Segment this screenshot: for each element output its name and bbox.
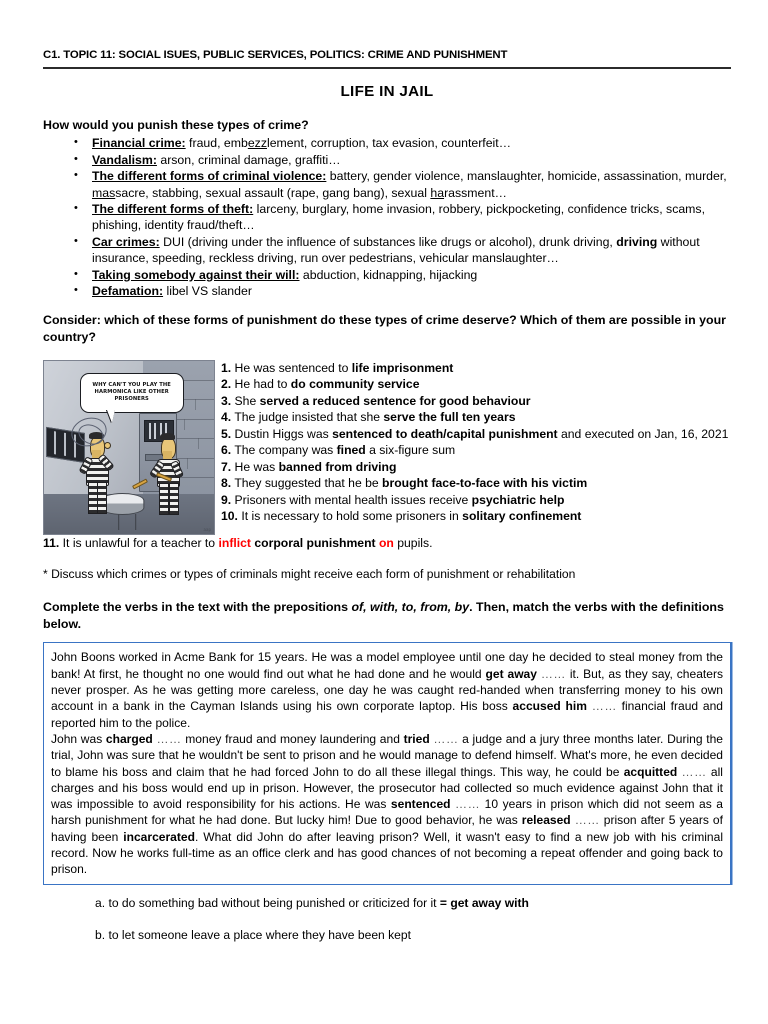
list-item [221, 442, 731, 459]
list-item [221, 508, 731, 525]
cartoon-signature: aap [203, 526, 211, 532]
list-item [43, 283, 731, 299]
crime-category: Car crimes: [92, 234, 160, 249]
verb-incarcerated: incarcerated [123, 829, 195, 844]
bullet-glyph: • [74, 267, 78, 280]
spellcheck-underline-2: ha [430, 185, 445, 200]
spellcheck-underline: mas [92, 185, 116, 200]
story-text: John Boons worked in Acme Bank for 15 years. He was a model employee until one day he decided to steal money from the bank! At first, he thought no one would find out what he had done and he would [51, 650, 723, 681]
item-text: He was [231, 459, 279, 474]
item-text: She [231, 393, 260, 408]
crime-category: The different forms of theft: [92, 202, 254, 216]
item-number: 6. [221, 443, 232, 458]
list-item [43, 152, 731, 168]
crime-question-heading: How would you punish these types of crime? [43, 118, 309, 133]
item-number: 2. [221, 377, 232, 392]
story-text: 10 years in prison which did not seem as a harsh punishment for what he had done. But lucky him! Due to good behavior, he was [51, 797, 723, 828]
list-item [221, 459, 731, 476]
speech-bubble-text: WHY CAN'T YOU PLAY THE HARMONICA LIKE OTHER PRISONERS [92, 381, 171, 403]
instruction-part-2: . Then, match the verbs with the definitions below. [43, 600, 724, 631]
crime-types-list [43, 135, 731, 299]
crime-examples: battery, gender violence, manslaughter, homicide, assassination, murder, [326, 169, 727, 184]
drummer-leg-left [159, 483, 169, 515]
story-text: . What did John do after leaving prison? Well, it wasn't easy to find a new job with his criminal record. Now he works full-time as an office clerk and has good chances of not becoming a repeat offender and going back to prison. [51, 829, 723, 877]
item-number: 9. [221, 492, 232, 507]
list-item [221, 409, 731, 426]
document-header: C1. TOPIC 11: SOCIAL ISUES, PUBLIC SERVICES, POLITICS: CRIME AND PUNISHMENT [43, 49, 508, 61]
item-text-after: pupils. [393, 535, 433, 550]
list-item [221, 475, 731, 492]
document-content [43, 48, 731, 959]
item-keyword: sentenced to death/capital punishment [332, 426, 558, 441]
preposition-highlight-1: inflict [218, 535, 251, 550]
crime-category: Vandalism: [92, 152, 157, 167]
consider-prompt: Consider: which of these forms of punishment do these types of crime deserve? Which of them are possible in your country? [43, 313, 726, 345]
item-text: It is necessary to hold some prisoners in [237, 509, 463, 524]
drummer-leg-right [169, 483, 179, 515]
speech-bubble [80, 373, 184, 413]
definition-b [95, 927, 731, 943]
speech-bubble-tail [107, 410, 115, 423]
prepositions-list: of, with, to, from, by [351, 600, 470, 615]
bullet-glyph: • [74, 136, 78, 149]
item-number: 5. [221, 426, 232, 441]
prison-cartoon-image [43, 360, 215, 535]
blank-3[interactable]: …… [156, 731, 182, 746]
blank-4[interactable]: …… [433, 731, 459, 746]
definitions-list [43, 895, 731, 944]
item-keyword: do community service [290, 377, 420, 392]
item-keyword: solitary confinement [462, 509, 582, 524]
cartoon-and-punishments-row [43, 360, 731, 535]
item-keyword: corporal punishment [250, 535, 379, 550]
item-text-after: and executed on Jan, 16, 2021 [557, 426, 729, 441]
item-text: He was sentenced to [231, 360, 352, 375]
item-keyword: fined [336, 443, 366, 458]
drummer-hair [160, 433, 175, 440]
crime-examples-cont: without insurance, speeding, reckless driving, run over pedestrians, vehicular manslaughter… [92, 234, 700, 266]
crime-examples: fraud, emb [185, 136, 248, 151]
item-keyword: psychiatric help [471, 492, 565, 507]
story-text: prison after 5 years of having been [51, 813, 723, 844]
definition-text: to do something bad without being punished or criticized for it [105, 895, 440, 910]
list-item [43, 135, 731, 151]
bullet-glyph: • [74, 202, 78, 214]
story-text: all charges and his boss would end up in prison. However, the prosecutor had collected so much evidence against John that it was impossible to avoid responsibility for his actions. He was [51, 764, 723, 812]
punishment-item-11 [43, 535, 731, 551]
verb-sentenced: sentenced [390, 797, 451, 812]
list-item [43, 201, 731, 234]
definition-answer: = get away with [439, 895, 529, 910]
crime-category: Defamation: [92, 284, 164, 299]
crime-category: The different forms of criminal violence: [92, 169, 327, 184]
item-text: He had to [231, 377, 291, 392]
story-paragraph-2 [51, 731, 723, 878]
item-number: 10. [221, 509, 238, 524]
instruction-part-1: Complete the verbs in the text with the prepositions [43, 600, 352, 615]
blank-1[interactable]: …… [540, 666, 566, 681]
verb-accused-him: accused him [512, 699, 587, 714]
spellcheck-underline: ezz [247, 136, 267, 151]
item-number: 8. [221, 476, 232, 491]
item-keyword: brought face-to-face with his victim [382, 476, 588, 491]
list-item [43, 267, 731, 283]
blank-7[interactable]: …… [574, 813, 600, 828]
story-text: a judge and a jury three months later. During the trial, John was sure that he wouldn't be sent to prison and he would manage to defend himself. What's more, he even decided to blame his boss and claim that he had forced John to do all these illegal things. This way, he could be [51, 731, 723, 779]
punishment-sentences-list [221, 360, 731, 525]
list-item [221, 492, 731, 509]
item-text: The judge insisted that she [231, 410, 384, 425]
item-keyword: banned from driving [278, 459, 397, 474]
story-text: financial fraud and reported him to the police. [51, 699, 723, 730]
bullet-glyph: • [74, 284, 78, 297]
preposition-highlight-2: on [378, 535, 394, 550]
story-text: money fraud and money laundering and [181, 731, 404, 746]
verb-released: released [521, 813, 571, 828]
item-keyword: serve the full ten years [383, 410, 516, 425]
story-text: it. But, as they say, cheaters never prosper. As he was getting more careless, one day he was caught red-handed when transferring money to his own account in a bank in the Cayman Islands using his own corporate laptop. His boss [51, 666, 723, 714]
discuss-note: * Discuss which crimes or types of criminals might receive each form of punishment or rehabilitation [43, 567, 576, 582]
crime-examples: DUI (driving under the influence of substances like drugs or alcohol), drunk driving, [159, 234, 617, 249]
header-divider [43, 67, 731, 69]
crime-examples: larceny, burglary, home invasion, robbery, pickpocketing, confidence tricks, scams, phishing, identity fraud/theft… [92, 202, 705, 233]
bullet-glyph: • [74, 169, 78, 182]
list-item [221, 360, 731, 377]
story-text-box [43, 642, 731, 884]
page-title: LIFE IN JAIL [340, 83, 434, 101]
item-text: Dustin Higgs was [231, 426, 333, 441]
definition-a [95, 895, 731, 911]
item-keyword: life imprisonment [351, 360, 454, 375]
item-text: It is unlawful for a teacher to [59, 535, 219, 550]
crime-examples: arson, criminal damage, graffiti… [156, 152, 341, 167]
story-text: John was [51, 731, 106, 746]
item-text: They suggested that he be [231, 476, 383, 491]
crime-examples: libel VS slander [163, 284, 252, 299]
list-item [221, 393, 731, 410]
story-paragraph-1 [51, 649, 723, 731]
definition-letter: a. [95, 895, 106, 910]
blank-2[interactable]: …… [591, 699, 617, 714]
prisoner-drummer [153, 433, 197, 525]
bullet-glyph: • [74, 234, 78, 247]
item-number: 3. [221, 393, 232, 408]
list-item [43, 234, 731, 267]
list-item [221, 376, 731, 393]
definition-letter: b. [95, 928, 106, 943]
list-item [43, 168, 731, 201]
item-number: 4. [221, 410, 232, 425]
item-keyword: served a reduced sentence for good behaviour [259, 393, 531, 408]
emphasis-word: driving [616, 234, 658, 249]
prisoner-leg-right [97, 482, 107, 514]
list-item [221, 426, 731, 443]
item-number: 11. [43, 535, 60, 550]
definition-text: to let someone leave a place where they have been kept [105, 928, 411, 943]
crime-category: Taking somebody against their will: [92, 267, 300, 282]
crime-examples: abduction, kidnapping, hijacking [299, 267, 478, 282]
blank-5[interactable]: …… [681, 764, 707, 779]
bullet-glyph: • [74, 152, 78, 165]
prisoner-hand [104, 442, 111, 449]
verb-charged: charged [105, 731, 153, 746]
verb-get-away: get away [485, 666, 537, 681]
verb-tried: tried [403, 731, 430, 746]
item-number: 1. [221, 360, 232, 375]
item-number: 7. [221, 459, 232, 474]
verbs-instruction [43, 599, 731, 632]
blank-6[interactable]: …… [455, 797, 481, 812]
item-text: The company was [231, 443, 337, 458]
item-text: Prisoners with mental health issues receive [231, 492, 472, 507]
crime-examples-cont2: rassment… [444, 185, 507, 200]
crime-examples-cont: sacre, stabbing, sexual assault (rape, gang bang), sexual [115, 185, 431, 200]
verb-acquitted: acquitted [623, 764, 678, 779]
crime-category: Financial crime: [92, 136, 186, 151]
item-text-after: a six-figure sum [365, 443, 456, 458]
crime-examples-cont: lement, corruption, tax evasion, counterfeit… [266, 136, 511, 151]
